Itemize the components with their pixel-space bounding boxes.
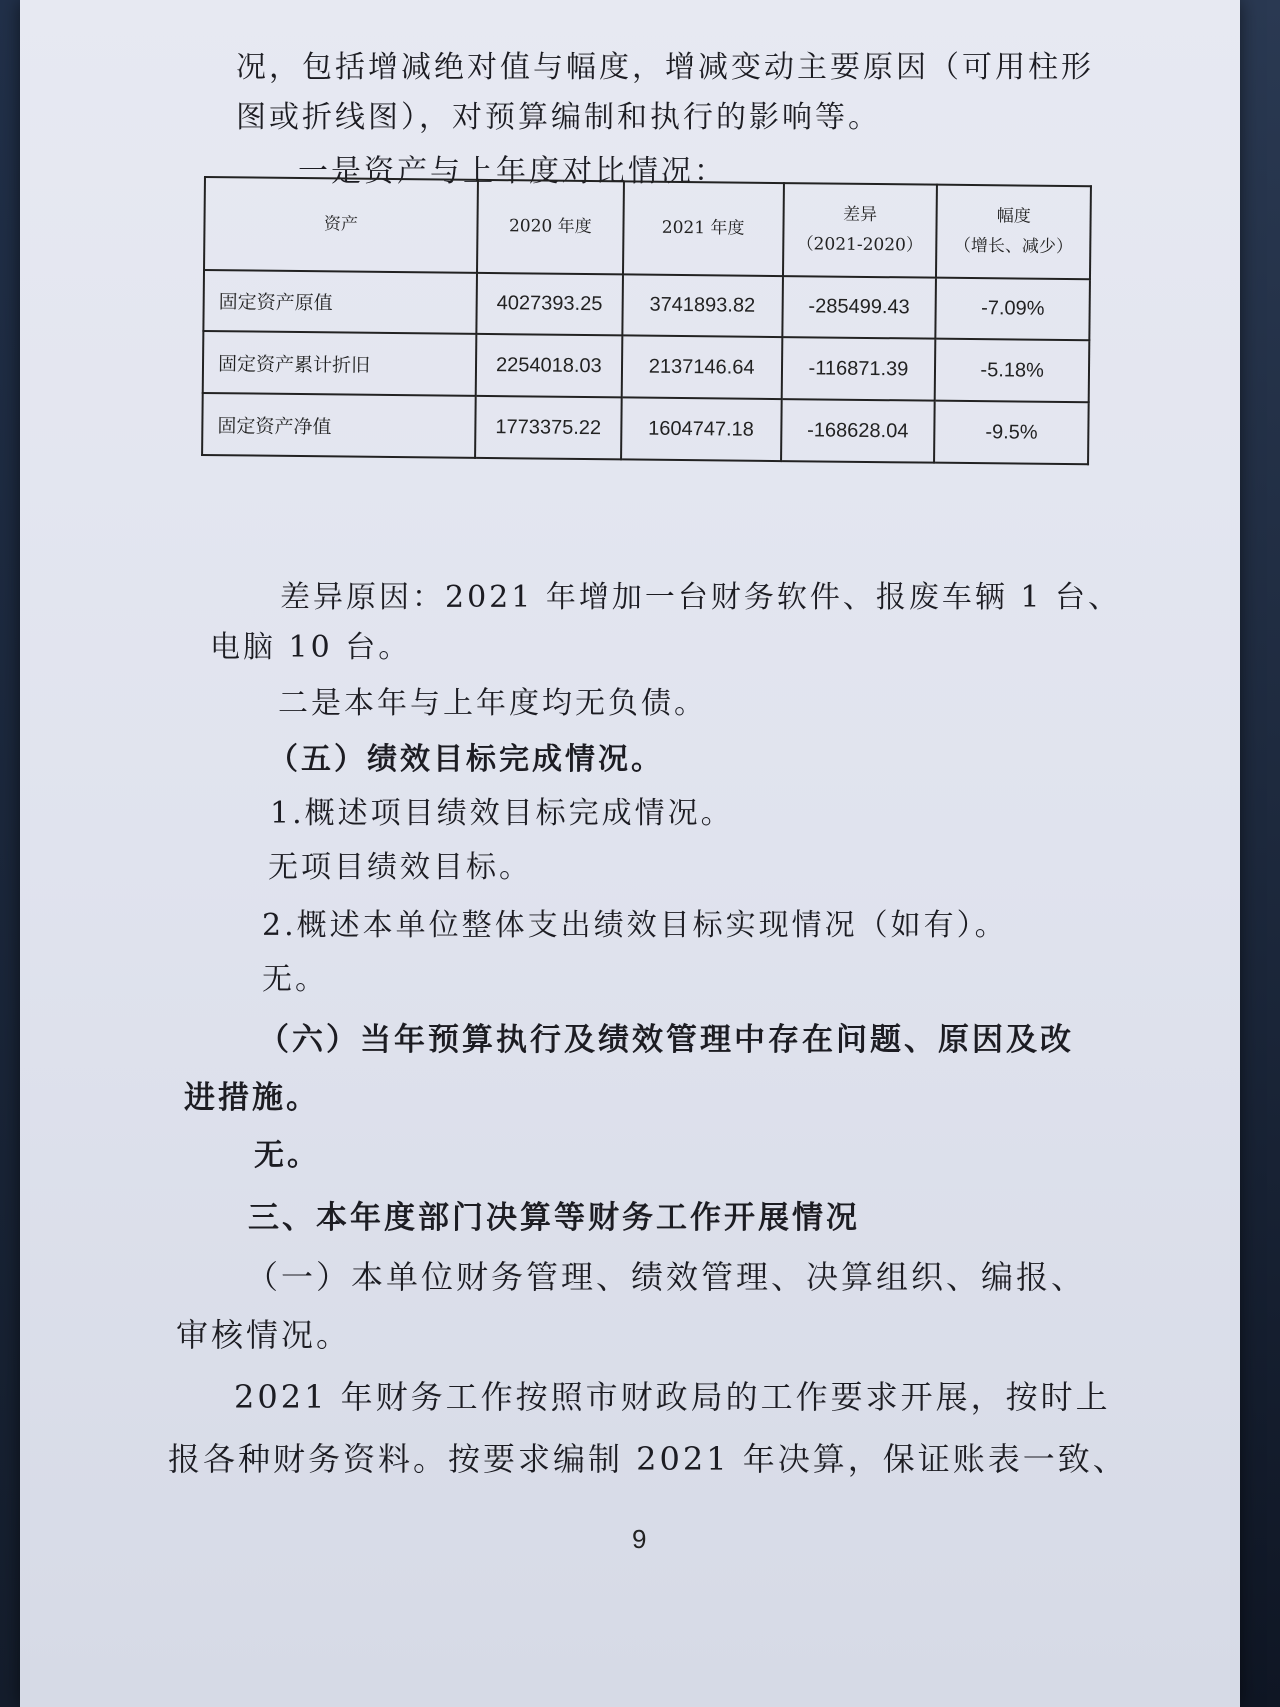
header-range	[936, 185, 1091, 279]
paragraph-line: 二是本年与上年度均无负债。	[278, 686, 707, 721]
paragraph-line: 1.概述项目绩效目标完成情况。	[270, 796, 734, 831]
paragraph-line: 无项目绩效目标。	[268, 850, 532, 885]
paragraph-line: （一）本单位财务管理、绩效管理、决算组织、编报、	[246, 1258, 1087, 1296]
paragraph-line: 报各种财务资料。按要求编制 2021 年决算，保证账表一致、	[168, 1440, 1128, 1478]
header-range-sub: （增长、减少）	[953, 236, 1074, 258]
table-caption: 一是资产与上年度对比情况：	[298, 154, 727, 189]
table-row	[202, 393, 1089, 464]
section-heading: （五）绩效目标完成情况。	[268, 742, 664, 777]
chapter-heading: 三、本年度部门决算等财务工作开展情况	[248, 1200, 860, 1236]
cell-2020: 4027393.25	[476, 273, 622, 336]
paragraph-line: 电脑 10 台。	[210, 630, 412, 665]
paragraph-line: 况，包括增减绝对值与幅度，增减变动主要原因（可用柱形	[236, 50, 1094, 85]
row-name: 固定资产净值	[202, 393, 476, 458]
paragraph-line: 差异原因：2021 年增加一台财务软件、报废车辆 1 台、	[280, 580, 1122, 615]
row-name: 固定资产原值	[203, 270, 477, 335]
header-asset: 资产	[204, 177, 478, 273]
cell-pct: -9.5%	[934, 401, 1088, 464]
header-2021: 2021 年度	[623, 181, 784, 275]
cell-2021: 2137146.64	[621, 336, 781, 399]
section-heading: （六）当年预算执行及绩效管理中存在问题、原因及改	[258, 1022, 1074, 1058]
header-range-label: 幅度	[996, 206, 1031, 227]
paragraph-line: 无。	[254, 1138, 320, 1173]
cell-diff: -116871.39	[781, 337, 935, 400]
cell-2021: 3741893.82	[622, 274, 782, 337]
cell-diff: -168628.04	[781, 399, 935, 462]
cell-diff: -285499.43	[782, 276, 936, 339]
header-2020: 2020 年度	[477, 180, 624, 274]
header-diff-sub: （2021-2020）	[796, 234, 923, 256]
section-heading: 进措施。	[184, 1080, 320, 1116]
cell-2020: 1773375.22	[475, 396, 621, 459]
asset-comparison-table	[201, 176, 1092, 465]
page-number: 9	[632, 1524, 647, 1554]
paragraph-line: 无。	[262, 962, 328, 997]
paragraph-line: 2.概述本单位整体支出绩效目标实现情况（如有）。	[262, 908, 1008, 943]
table-header-row	[204, 177, 1091, 279]
paragraph-line: 2021 年财务工作按照市财政局的工作要求开展，按时上	[234, 1378, 1111, 1416]
header-diff-label: 差异	[842, 205, 878, 226]
table-row	[203, 331, 1090, 402]
cell-2020: 2254018.03	[476, 334, 622, 397]
cell-pct: -7.09%	[936, 277, 1090, 340]
cell-2021: 1604747.18	[621, 398, 781, 461]
header-diff	[783, 183, 938, 277]
table-row	[203, 270, 1090, 341]
paragraph-line: 审核情况。	[176, 1316, 352, 1354]
row-name: 固定资产累计折旧	[203, 331, 477, 396]
cell-pct: -5.18%	[935, 339, 1089, 402]
paragraph-line: 图或折线图），对预算编制和执行的影响等。	[236, 100, 881, 135]
